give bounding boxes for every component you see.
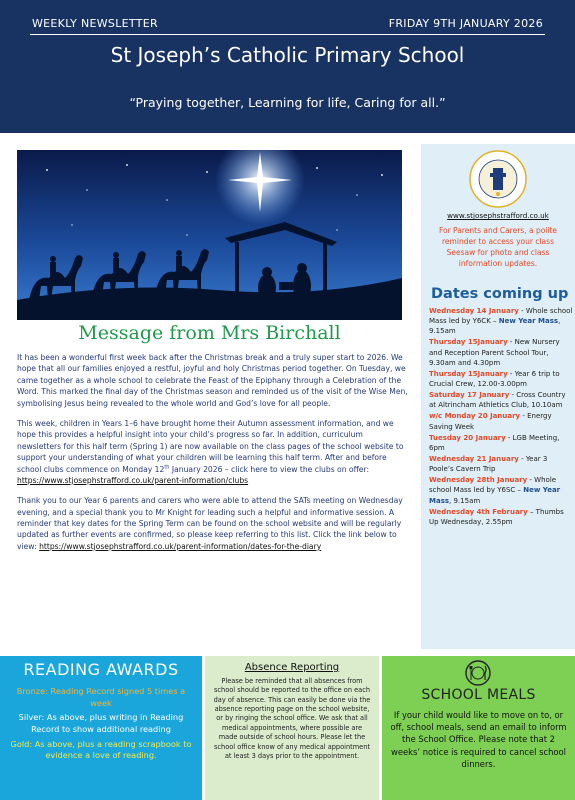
school-meals-text: If your child would like to move on to, or off, school meals, send an email to inform the School Office. Please note that 2 weeks’ notice is required to cancel school dinners.	[390, 710, 567, 769]
reading-awards-list	[6, 686, 196, 762]
absence-reporting-box	[205, 656, 379, 800]
event-date: Thursday 15January	[429, 369, 508, 378]
school-name: St Joseph’s Catholic Primary School	[110, 43, 465, 67]
event-date: w/c Monday 20 January	[429, 412, 521, 421]
absence-title	[205, 662, 379, 673]
school-meals-box	[382, 656, 575, 800]
event-text: – Thumbs Up Wednesday, 2.55pm	[429, 507, 564, 526]
event-date: Thursday 15January	[429, 338, 508, 347]
event-date: Tuesday 20 January	[429, 433, 506, 442]
seesaw-reminder: For Parents and Carers, a polite reminder to access your class Seesaw for photo and class information updates.	[438, 226, 558, 268]
message-text: Thank you to our Year 6 parents and carers who were able to attend the SATs meeting on Wednesday evening, and a special thank you to Mr Knight for leading such a helpful and informative session. A reminder that key dates for the Spring Term can be found on the school website and will be regularly updated as further events are confirmed, so please keep referring to this list. Click the link below to view:	[17, 496, 403, 551]
event-date: Wednesday 21 January	[429, 454, 519, 463]
nativity-image	[17, 150, 402, 320]
event-date: Wednesday 4th February	[429, 507, 528, 516]
message-text: January 2026 – click here to view the clubs on offer:	[169, 464, 370, 474]
event-tail: , 9.15am	[429, 317, 561, 336]
bronze-award: Bronze: Reading Record signed 5 times a week	[16, 686, 186, 708]
gold-award: Gold: As above, plus a reading scrapbook to evidence a love of reading.	[10, 738, 192, 761]
event-text: - Cross Country at Altrincham Athletics Club, 10.10am	[429, 391, 566, 410]
newsletter-header	[0, 0, 575, 133]
event-text: - Year 3 Poole’s Cavern Trip	[429, 454, 548, 474]
absence-text: Please be reminded that all absences from school should be reported to the office on each day of absence. This can easily be done via the absence reporting page on the school website, or by ringing the school office. We ask that all medical appointments, where possible are made outside of school hours. Please let the school office know of any medical appointment at least 3 days prior to the appointment.	[213, 677, 371, 760]
event-text: - LGB Meeting, 6pm	[429, 433, 560, 452]
event-highlight: New Year Mass	[498, 317, 559, 326]
date-item	[429, 433, 573, 453]
event-text: - Whole school Mass led by Y6SC –	[429, 476, 557, 495]
sidebar	[421, 144, 575, 649]
school-website-link[interactable]: www.stjosephstrafford.co.uk	[447, 211, 549, 220]
date-item	[429, 507, 573, 527]
event-date: Wednesday 28th January	[429, 476, 528, 485]
cutlery-plate-icon	[465, 660, 491, 686]
reading-awards-box	[0, 656, 202, 800]
message-body	[17, 352, 409, 561]
absence-title-text: Absence Reporting	[244, 662, 340, 673]
event-date: Saturday 17 January	[429, 391, 510, 400]
school-meals-title: SCHOOL MEALS	[421, 687, 536, 703]
date-item	[429, 337, 573, 367]
date-item	[429, 369, 573, 389]
dates-title: Dates coming up	[431, 286, 569, 302]
newsletter-label: WEEKLY NEWSLETTER	[32, 17, 158, 30]
newsletter-date: FRIDAY 9TH JANUARY 2026	[388, 17, 543, 30]
message-title: Message from Mrs Birchall	[78, 322, 341, 344]
date-item	[429, 306, 573, 336]
event-date: Wednesday 14 January	[429, 307, 519, 315]
date-item	[429, 475, 573, 505]
event-text: - Energy Saving Week	[429, 412, 552, 431]
event-highlight: New Year Mass	[429, 486, 561, 505]
message-paragraph	[17, 418, 409, 486]
message-text: This week, children in Years 1–6 have brought home their Autumn assessment information, and we hope this provides a helpful insight into your child’s progress so far. In addition, curriculum newsletters for this half term (Spring 1) are now available on the class pages of the school website to support your understanding of what your children will be learning this half term. After and before school clubs commence on Monday 12	[17, 418, 404, 474]
dates-diary-link[interactable]: https://www.stjosephstrafford.co.uk/parent-information/dates-for-the-diary	[39, 541, 322, 551]
date-item	[429, 411, 573, 431]
event-text: - Whole school Mass led by Y6CK –	[429, 307, 573, 326]
reading-awards-title: READING AWARDS	[23, 660, 179, 679]
dates-list	[429, 306, 573, 528]
date-item	[429, 454, 573, 474]
school-crest-icon	[469, 150, 527, 208]
school-motto: “Praying together, Learning for life, Caring for all.”	[129, 95, 446, 110]
message-paragraph	[17, 495, 409, 552]
header-divider	[30, 34, 545, 35]
event-tail: , 9.15am	[449, 496, 481, 505]
message-paragraph: It has been a wonderful first week back after the Christmas break and a truly super start to 2026. We hope that all our families enjoyed a restful, joyful and holy Christmas period together. On Tuesday, we came together as a whole school to celebrate the Feast of the Epiphany through a Celebration of the Word. This marked the final day of the Christmas season and reminded us of the visit of the Wise Men, symbolising Jesus being revealed to the whole world and God’s love for all people.	[17, 353, 408, 408]
silver-award: Silver: As above, plus writing in Reading Record to show additional reading	[18, 711, 184, 734]
clubs-link[interactable]: https://www.stjosephstrafford.co.uk/parent-information/clubs	[17, 475, 249, 485]
event-text: - Year 6 trip to Crucial Crew, 12.00-3.00pm	[429, 369, 560, 388]
event-text: - New Nursery and Reception Parent School Tour, 9.30am and 4.30pm	[429, 338, 560, 367]
date-item	[429, 390, 573, 410]
ordinal-suffix: th	[164, 463, 170, 470]
